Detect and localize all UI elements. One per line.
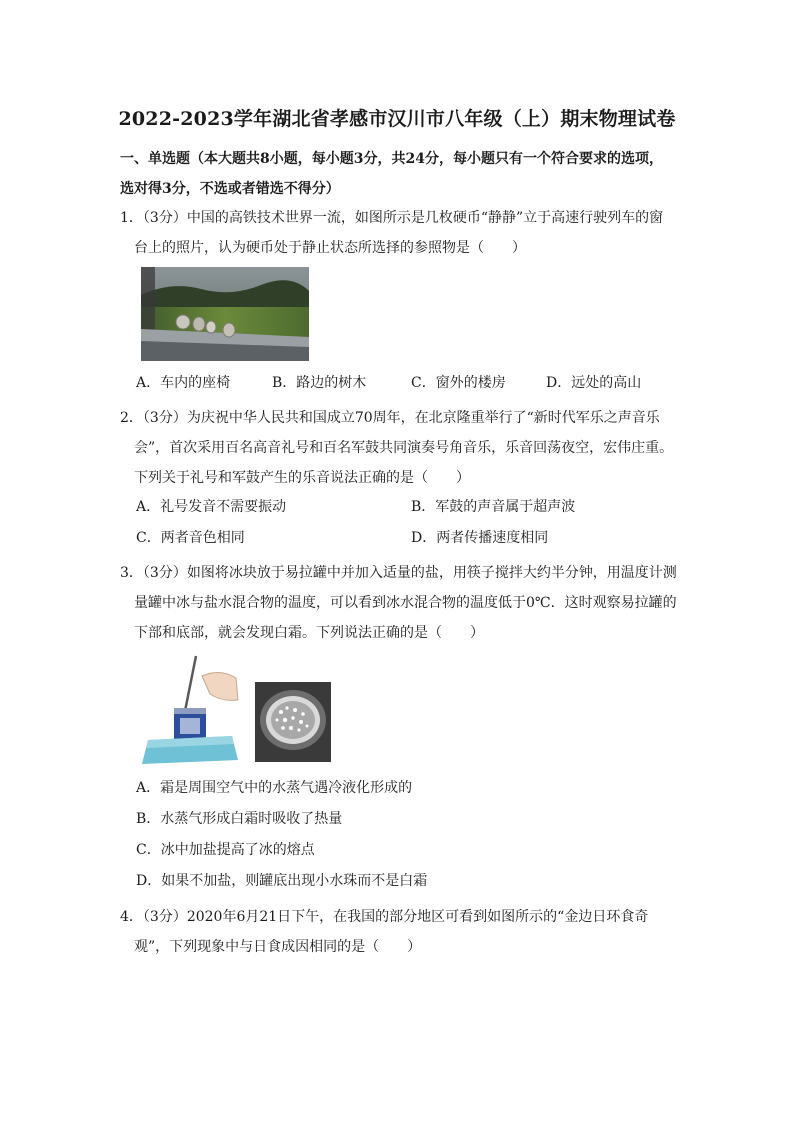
question-2-option-d: D．两者传播速度相同 — [411, 530, 549, 546]
question-3-line-3: 下部和底部，就会发现白霜。下列说法正确的是（ ） — [134, 625, 484, 641]
question-1 — [120, 203, 680, 263]
question-2 — [120, 403, 680, 493]
question-2-option-b: B．军鼓的声音属于超声波 — [411, 499, 576, 515]
question-2-line-2: 会”，首次采用百名高音礼号和百名军鼓共同演奏号角音乐，乐音回荡夜空，宏伟庄重。 — [134, 440, 674, 456]
question-3-line-1: 3．（3分）如图将冰块放于易拉罐中并加入适量的盐，用筷子搅拌大约半分钟，用温度计测 — [120, 565, 677, 581]
question-2-option-a: A．礼号发音不需要振动 — [136, 499, 287, 515]
question-3-line-2: 量罐中冰与盐水混合物的温度，可以看到冰水混合物的温度低于0℃．这时观察易拉罐的 — [134, 595, 677, 611]
section-heading-line-1: 一、单选题（本大题共8小题，每小题3分，共24分，每小题只有一个符合要求的选项， — [120, 151, 663, 167]
question-1-line-2: 台上的照片，认为硬币处于静止状态所选择的参照物是（ ） — [134, 240, 526, 256]
question-4-line-1: 4．（3分）2020年6月21日下午，在我国的部分地区可看到如图所示的“金边日环食奇 — [120, 909, 649, 925]
question-3-option-a: A．霜是周围空气中的水蒸气遇冷液化形成的 — [136, 780, 413, 796]
question-1-option-d: D．远处的高山 — [546, 375, 642, 391]
question-4-line-2: 观”，下列现象中与日食成因相同的是（ ） — [134, 939, 422, 955]
question-1-line-1: 1．（3分）中国的高铁技术世界一流，如图所示是几枚硬币“静静”立于高速行驶列车的窗 — [120, 210, 664, 226]
question-3-option-d: D．如果不加盐，则罐底出现小水珠而不是白霜 — [136, 873, 428, 889]
can-stirring-photo — [140, 652, 240, 766]
question-1-option-c: C．窗外的楼房 — [411, 375, 506, 391]
section-heading — [120, 144, 680, 204]
page-title: 2022-2023学年湖北省孝感市汉川市八年级（上）期末物理试卷 — [118, 108, 676, 130]
question-3-option-c: C．冰中加盐提高了冰的熔点 — [136, 842, 315, 858]
question-3 — [120, 558, 680, 648]
section-heading-line-2: 选对得3分，不选或者错选不得分） — [120, 181, 340, 197]
question-1-option-a: A．车内的座椅 — [136, 375, 231, 391]
question-2-option-c: C．两者音色相同 — [136, 530, 245, 546]
question-3-option-b: B．水蒸气形成白霜时吸收了热量 — [136, 811, 343, 827]
question-4 — [120, 902, 680, 962]
frost-can-bottom-photo — [255, 682, 331, 762]
question-2-line-3: 下列关于礼号和军鼓产生的乐音说法正确的是（ ） — [134, 470, 470, 486]
train-coins-photo — [141, 267, 309, 361]
question-2-line-1: 2．（3分）为庆祝中华人民共和国成立70周年，在北京隆重举行了“新时代军乐之声音乐 — [120, 410, 660, 426]
question-1-option-b: B．路边的树木 — [272, 375, 367, 391]
